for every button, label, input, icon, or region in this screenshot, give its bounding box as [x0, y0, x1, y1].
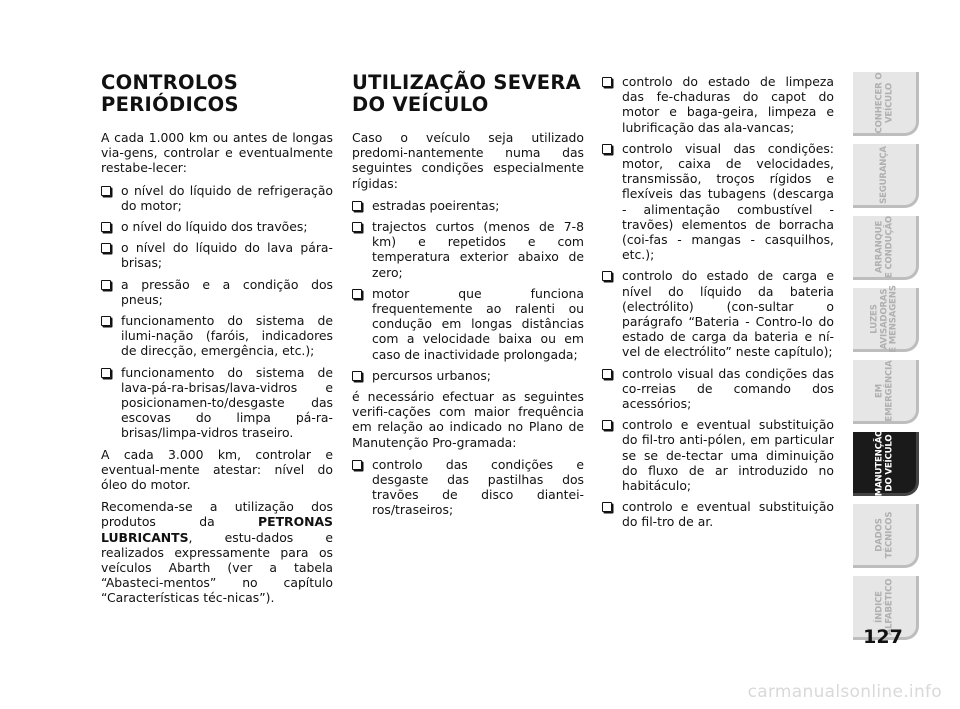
checkbox-bullet-icon — [352, 222, 362, 232]
checkbox-bullet-icon — [602, 144, 612, 154]
list-item: o nível do líquido de refrigeração do motor; — [101, 183, 333, 213]
chapter-tabs — [853, 72, 919, 648]
tab-arranque-e-conducao[interactable]: ARRANQUE E CONDUÇÃO — [853, 216, 919, 280]
watermark-text: carmanualsonline.info — [747, 682, 942, 702]
checkbox-bullet-icon — [602, 77, 612, 87]
severe-checks-list — [352, 457, 584, 518]
checkbox-bullet-icon — [352, 201, 362, 211]
tab-indice-alfabetico[interactable]: ÍNDICE ALFABÉTICO — [853, 576, 919, 640]
list-item: o nível do líquido dos travões; — [101, 219, 333, 234]
checkbox-bullet-icon — [602, 369, 612, 379]
list-item: estradas poeirentas; — [352, 198, 584, 213]
lubricants-paragraph: Recomenda-se a utilização dos produtos da PETRONAS LUBRICANTS, estu-dados e realizados expressamente para os veículos Abarth (ver a tabela “Abasteci-mentos” no capítulo “Características téc-nicas”). — [101, 499, 333, 606]
checkbox-bullet-icon — [602, 271, 612, 281]
checkbox-bullet-icon — [352, 460, 362, 470]
list-item: funcionamento do sistema de ilumi-nação (faróis, indicadores de direcção, emergência, etc.); — [101, 313, 333, 359]
list-item: funcionamento do sistema de lava-pá-ra-brisas/lava-vidros e posicionamen-to/desgaste das escovas do limpa pá-ra-brisas/limpa-vidros traseiro. — [101, 365, 333, 441]
checkbox-bullet-icon — [352, 289, 362, 299]
tab-seguranca[interactable]: SEGURANÇA — [853, 144, 919, 208]
list-item: controlo e eventual substituição do fil-tro anti-pólen, em particular se se de-tectar uma diminuição do fluxo de ar introduzido no habitáculo; — [602, 417, 834, 493]
list-item: controlo visual das condições das co-rreias de comando dos acessórios; — [602, 366, 834, 412]
heading-periodic-checks: CONTROLOS PERIÓDICOS — [101, 71, 239, 116]
tab-em-emergencia[interactable]: EM EMERGÊNCIA — [853, 360, 919, 424]
checkbox-bullet-icon — [101, 368, 111, 378]
checkbox-bullet-icon — [101, 243, 111, 253]
column-severe-checks-continued — [602, 74, 834, 536]
oil-check-paragraph: A cada 3.000 km, controlar e eventual-mente atestar: nível do óleo do motor. — [101, 446, 333, 493]
heading-severe-use: UTILIZAÇÃO SEVERA DO VEÍCULO — [352, 71, 582, 116]
checkbox-bullet-icon — [352, 371, 362, 381]
checkbox-bullet-icon — [101, 316, 111, 326]
severe-conditions-list — [352, 198, 584, 383]
checkbox-bullet-icon — [101, 222, 111, 232]
list-item: controlo das condições e desgaste das pastilhas dos travões de disco diantei-ros/traseiros; — [352, 457, 584, 518]
tab-conhecer-o-veiculo[interactable]: CONHECER O VEÍCULO — [853, 72, 919, 136]
list-item: controlo e eventual substituição do fil-tro de ar. — [602, 499, 834, 529]
tab-luzes-avisadoras[interactable]: LUZES AVISADORAS E MENSAGENS — [853, 288, 919, 352]
page-number: 127 — [863, 626, 903, 648]
column-periodic-checks — [101, 72, 333, 613]
periodic-checks-list — [101, 183, 333, 441]
list-item: controlo visual das condições: motor, caixa de velocidades, transmissão, troços rígidos e flexíveis das tubagens (descarga - alimentação combustível - travões) elementos de borracha (coi-fas - mangas - casquilhos, etc.); — [602, 141, 834, 263]
list-item: o nível do líquido do lava pára-brisas; — [101, 240, 333, 270]
list-item: a pressão e a condição dos pneus; — [101, 277, 333, 307]
intro-paragraph: Caso o veículo seja utilizado predomi-nantemente numa das seguintes condições especialmente rígidas: — [352, 130, 584, 191]
list-item: percursos urbanos; — [352, 368, 584, 383]
brand-name: PETRONAS LUBRICANTS — [101, 514, 333, 545]
checkbox-bullet-icon — [602, 420, 612, 430]
tab-manutencao-do-veiculo[interactable]: MANUTENÇÃO DO VEÍCULO — [853, 432, 919, 496]
list-item: motor que funciona frequentemente ao ralenti ou condução em longas distâncias com a velocidade baixa ou em caso de inactividade prolongada; — [352, 286, 584, 362]
frequency-paragraph: é necessário efectuar as seguintes verifi-cações com maior frequência em relação ao indicado no Plano de Manutenção Pro-gramada: — [352, 389, 584, 450]
list-item: controlo do estado de limpeza das fe-chaduras do capot do motor e baga-geira, limpeza e lubrificação das ala-vancas; — [602, 74, 834, 135]
checkbox-bullet-icon — [101, 186, 111, 196]
checkbox-bullet-icon — [602, 502, 612, 512]
intro-paragraph: A cada 1.000 km ou antes de longas via-gens, controlar e eventualmente restabe-lecer: — [101, 130, 333, 176]
checkbox-bullet-icon — [101, 280, 111, 290]
list-item: trajectos curtos (menos de 7-8 km) e repetidos e com temperatura exterior abaixo de zero; — [352, 219, 584, 280]
list-item: controlo do estado de carga e nível do líquido da bateria (electrólito) (con-sultar o parágrafo “Bateria - Contro-lo do estado de carga da bateria e ní-vel de electrólito” neste capítulo); — [602, 268, 834, 359]
tab-dados-tecnicos[interactable]: DADOS TÉCNICOS — [853, 504, 919, 568]
severe-checks-list-continued — [602, 74, 834, 530]
column-severe-use — [352, 72, 584, 524]
